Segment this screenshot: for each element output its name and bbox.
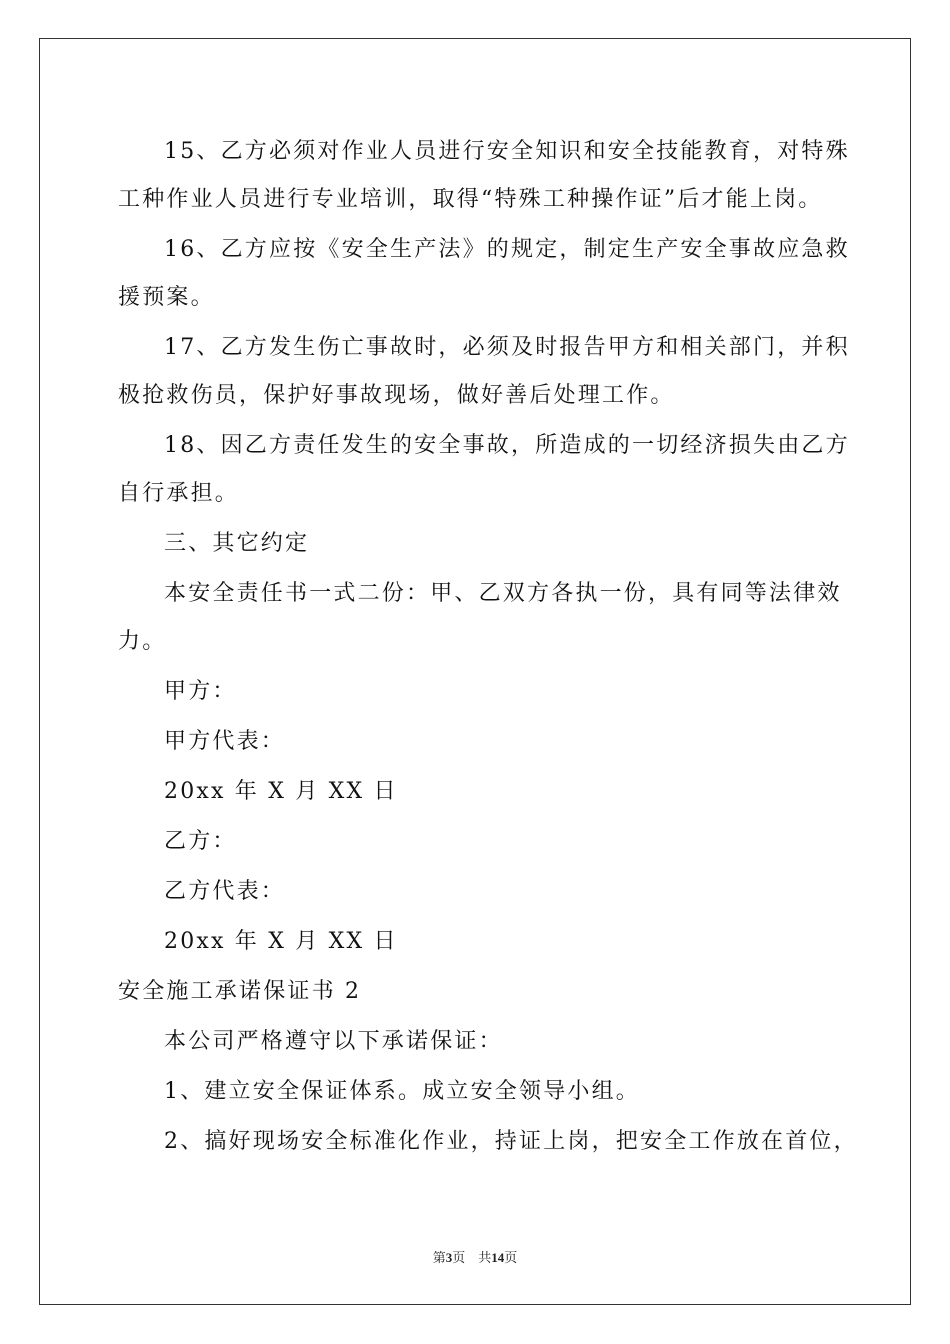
document-title: 安全施工承诺保证书 2 <box>118 979 362 1004</box>
paragraph-line: 本安全责任书一式二份：甲、乙双方各执一份，具有同等法律效 <box>164 581 842 606</box>
paragraph-line: 自行承担。 <box>118 481 240 506</box>
paragraph-line: 18、因乙方责任发生的安全事故，所造成的一切经济损失由乙方 <box>164 433 850 458</box>
paragraph-line: 援预案。 <box>118 285 215 310</box>
party-a-label: 甲方： <box>164 679 237 704</box>
section-heading: 三、其它约定 <box>164 531 310 556</box>
list-item: 1、建立安全保证体系。成立安全领导小组。 <box>164 1079 640 1104</box>
page-prefix: 第 <box>432 1250 446 1265</box>
page-current-number: 3 <box>445 1250 453 1265</box>
paragraph-line: 极抢救伤员，保护好事故现场，做好善后处理工作。 <box>118 383 675 408</box>
party-b-date: 20xx 年 X 月 XX 日 <box>164 929 398 954</box>
party-b-representative-label: 乙方代表： <box>164 879 286 904</box>
paragraph-line: 工种作业人员进行专业培训，取得“特殊工种操作证”后才能上岗。 <box>118 187 823 212</box>
page-mid: 页 共 <box>452 1250 492 1265</box>
page-footer <box>0 1247 950 1266</box>
party-a-date: 20xx 年 X 月 XX 日 <box>164 779 398 804</box>
paragraph-line: 16、乙方应按《安全生产法》的规定，制定生产安全事故应急救 <box>164 237 850 262</box>
paragraph-line: 15、乙方必须对作业人员进行安全知识和安全技能教育，对特殊 <box>164 139 850 164</box>
paragraph-line: 本公司严格遵守以下承诺保证： <box>164 1029 503 1054</box>
party-b-label: 乙方： <box>164 829 237 854</box>
page-total-number: 14 <box>491 1250 505 1265</box>
document-body <box>118 128 858 1166</box>
list-item: 2、搞好现场安全标准化作业，持证上岗，把安全工作放在首位， <box>164 1129 858 1154</box>
party-a-representative-label: 甲方代表： <box>164 729 286 754</box>
page-suffix: 页 <box>504 1250 518 1265</box>
paragraph-line: 17、乙方发生伤亡事故时，必须及时报告甲方和相关部门，并积 <box>164 335 850 360</box>
paragraph-line: 力。 <box>118 629 167 654</box>
